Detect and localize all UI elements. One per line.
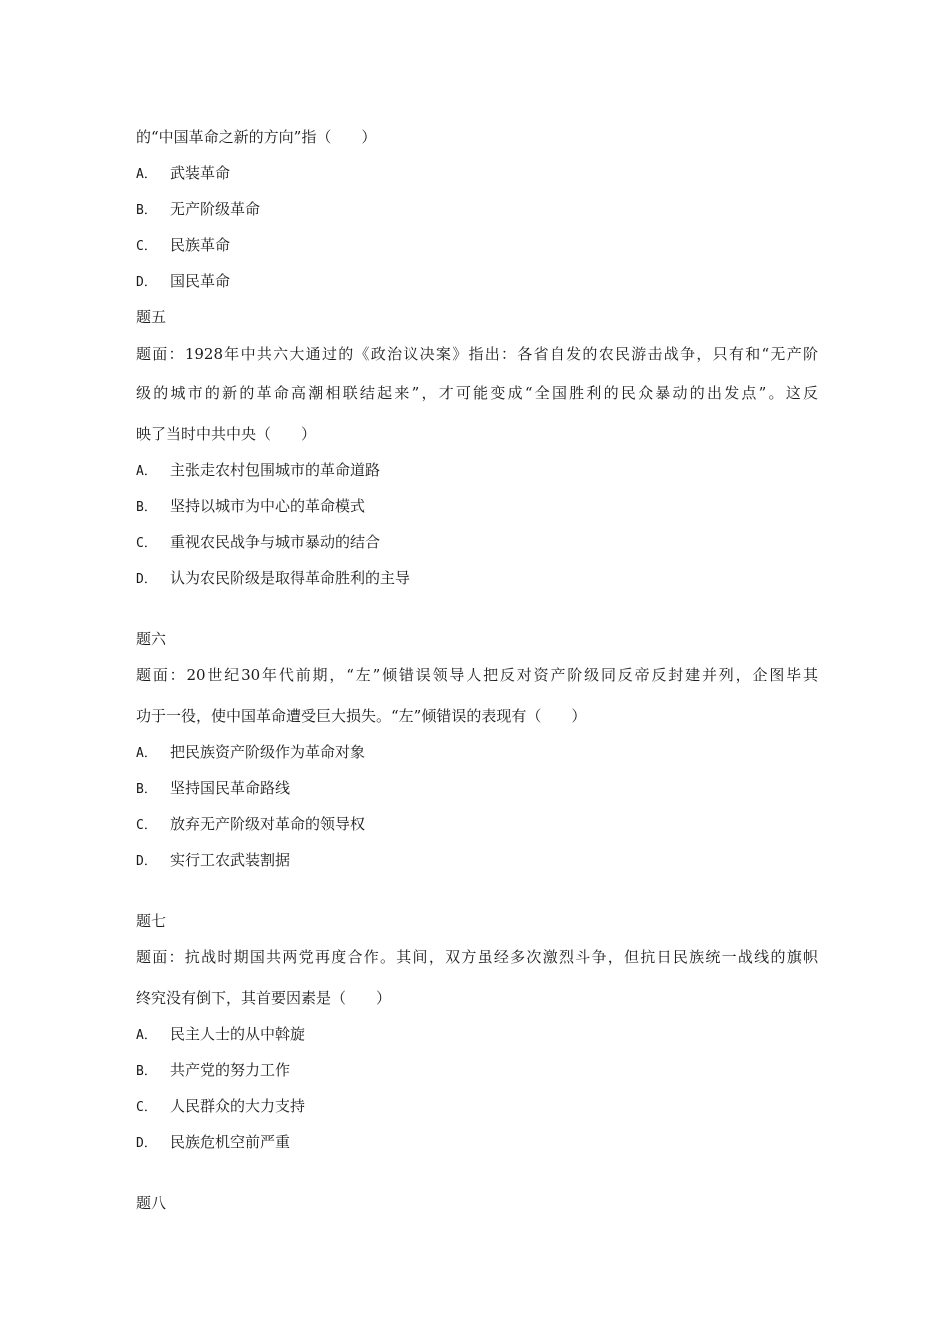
option-letter: B． <box>136 500 157 515</box>
option-letter: A． <box>136 167 157 182</box>
option-text: 重视农民战争与城市暴动的结合 <box>170 533 381 551</box>
option-text: 民族革命 <box>170 236 231 254</box>
question-5-option-b <box>136 496 818 518</box>
option-letter: A． <box>136 464 157 479</box>
option-letter: B． <box>136 203 157 218</box>
option-text: 把民族资产阶级作为革命对象 <box>170 743 366 761</box>
question-7-option-b <box>136 1060 818 1082</box>
option-text: 主张走农村包围城市的革命道路 <box>170 461 381 479</box>
question-7-stem-line-2: 终究没有倒下，其首要因素是（ ） <box>136 989 392 1007</box>
question-7-title: 题七 <box>136 912 167 930</box>
option-letter: A． <box>136 1028 157 1043</box>
option-letter: C． <box>136 239 157 254</box>
option-text: 坚持以城市为中心的革命模式 <box>170 497 366 515</box>
option-letter: C． <box>136 1100 157 1115</box>
question-7-stem-line-1: 题面：抗战时期国共两党再度合作。其间，双方虽经多次激烈斗争，但抗日民族统一战线的旗帜 <box>136 948 818 966</box>
question-6-stem-line-1: 题面：20世纪30年代前期，“左”倾错误领导人把反对资产阶级同反帝反封建并列，企图毕其 <box>136 666 818 684</box>
option-text: 实行工农武装割据 <box>170 851 291 869</box>
question-4-option-c <box>136 235 818 257</box>
question-5-option-c <box>136 532 818 554</box>
question-7-option-c <box>136 1096 818 1118</box>
option-letter: D． <box>136 275 157 290</box>
question-6-stem-line-2: 功于一役，使中国革命遭受巨大损失。“左”倾错误的表现有（ ） <box>136 707 587 725</box>
option-text: 民族危机空前严重 <box>170 1133 291 1151</box>
option-text: 人民群众的大力支持 <box>170 1097 306 1115</box>
question-6-option-d <box>136 850 818 872</box>
option-text: 认为农民阶级是取得革命胜利的主导 <box>170 569 411 587</box>
option-letter: D． <box>136 1136 157 1151</box>
option-text: 共产党的努力工作 <box>170 1061 291 1079</box>
option-text: 国民革命 <box>170 272 231 290</box>
question-4-stem-tail: 的“中国革命之新的方向”指（ ） <box>136 128 377 146</box>
question-6-title: 题六 <box>136 630 167 648</box>
question-5-stem-line-2: 级的城市的新的革命高潮相联结起来”，才可能变成“全国胜利的民众暴动的出发点”。这反 <box>136 384 818 402</box>
question-5-option-a <box>136 460 818 482</box>
option-text: 武装革命 <box>170 164 231 182</box>
option-letter: C． <box>136 536 157 551</box>
question-4-option-a <box>136 163 818 185</box>
question-8-title: 题八 <box>136 1194 167 1212</box>
option-letter: D． <box>136 854 157 869</box>
question-7-option-d <box>136 1132 818 1154</box>
question-4-option-d <box>136 271 818 293</box>
question-6-option-a <box>136 742 818 764</box>
option-letter: D． <box>136 572 157 587</box>
option-letter: B． <box>136 782 157 797</box>
option-letter: C． <box>136 818 157 833</box>
question-5-option-d <box>136 568 818 590</box>
question-5-title: 题五 <box>136 308 167 326</box>
option-letter: A． <box>136 746 157 761</box>
question-4-option-b <box>136 199 818 221</box>
option-text: 坚持国民革命路线 <box>170 779 291 797</box>
option-text: 民主人士的从中斡旋 <box>170 1025 306 1043</box>
question-7-option-a <box>136 1024 818 1046</box>
option-text: 放弃无产阶级对革命的领导权 <box>170 815 366 833</box>
question-5-stem-line-3: 映了当时中共中央（ ） <box>136 425 317 443</box>
option-text: 无产阶级革命 <box>170 200 261 218</box>
option-letter: B． <box>136 1064 157 1079</box>
question-5-stem-line-1: 题面：1928年中共六大通过的《政治议决案》指出：各省自发的农民游击战争，只有和“无产阶 <box>136 345 818 363</box>
question-6-option-b <box>136 778 818 800</box>
question-6-option-c <box>136 814 818 836</box>
